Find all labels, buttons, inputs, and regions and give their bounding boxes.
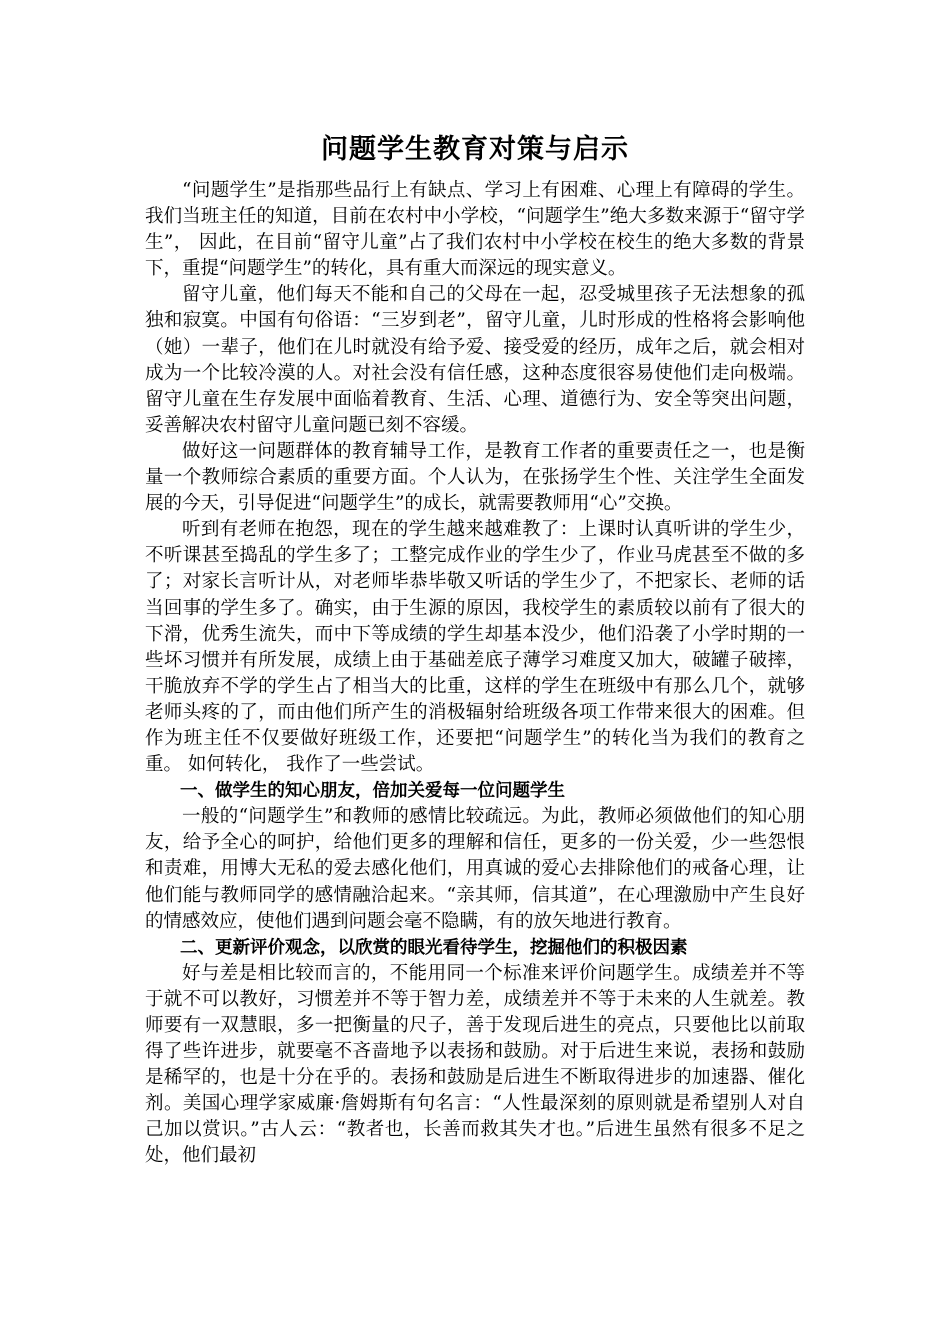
- left-behind-children-paragraph: 留守儿童，他们每天不能和自己的父母在一起，忍受城里孩子无法想象的孤独和寂寞。中国有句俗语：“三岁到老”，留守儿童，儿时形成的性格将会影响他（她）一辈子，他们在儿时就没有给予爱、接受爱的经历，成年之后，就会相对成为一个比较冷漠的人。对社会没有信任感，这种态度很容易使他们走向极端。留守儿童在生存发展中面临着教育、生活、心理、道德行为、安全等突出问题，妥善解决农村留守儿童问题已刻不容缓。: [145, 284, 805, 436]
- teacher-responsibility-paragraph: 做好这一问题群体的教育辅导工作，是教育工作者的重要责任之一，也是衡量一个教师综合素质的重要方面。个人认为，在张扬学生个性、关注学生全面发展的今天，引导促进“问题学生”的成长，就需要教师用“心”交换。: [145, 440, 805, 515]
- section-heading-1: 一、做学生的知心朋友，倍加关爱每一位问题学生: [180, 781, 565, 802]
- section-2-paragraph: 好与差是相比较而言的，不能用同一个标准来评价问题学生。成绩差并不等于就不可以教好，习惯差并不等于智力差，成绩差并不等于未来的人生就差。教师要有一双慧眼，多一把衡量的尺子，善于发现后进生的亮点，只要他比以前取得了些许进步，就要毫不吝啬地予以表扬和鼓励。对于后进生来说，表扬和鼓励是稀罕的，也是十分在乎的。表扬和鼓励是后进生不断取得进步的加速器、催化剂。美国心理学家威廉·詹姆斯有句名言：“人性最深刻的原则就是希望别人对自己加以赏识。”古人云：“教者也，长善而救其失才也。”后进生虽然有很多不足之处，他们最初: [145, 962, 805, 1167]
- document-title: 问题学生教育对策与启示: [321, 134, 629, 165]
- section-heading-2: 二、更新评价观念，以欣赏的眼光看待学生，挖掘他们的积极因素: [180, 937, 688, 958]
- teacher-complaints-paragraph: 听到有老师在抱怨，现在的学生越来越难教了：上课时认真听讲的学生少，不听课甚至捣乱的学生多了；工整完成作业的学生少了，作业马虎甚至不做的多了；对家长言听计从，对老师毕恭毕敬又听话的学生少了，不把家长、老师的话当回事的学生多了。确实，由于生源的原因，我校学生的素质较以前有了很大的下滑，优秀生流失，而中下等成绩的学生却基本没少，他们沿袭了小学时期的一些坏习惯并有所发展，成绩上由于基础差底子薄学习难度又加大，破罐子破摔，干脆放弃不学的学生占了相当大的比重，这样的学生在班级中有那么几个，就够老师头疼的了，而由他们所产生的消极辐射给班级各项工作带来很大的困难。但作为班主任不仅要做好班级工作，还要把“问题学生”的转化当为我们的教育之重。 如何转化， 我作了一些尝试。: [145, 519, 805, 776]
- section-1-paragraph: 一般的“问题学生”和教师的感情比较疏远。为此，教师必须做他们的知心朋友，给予全心的呵护，给他们更多的理解和信任，更多的一份关爱，少一些怨恨和责难，用博大无私的爱去感化他们，用真诚的爱心去排除他们的戒备心理，让他们能与教师同学的感情融洽起来。“亲其师，信其道”，在心理激励中产生良好的情感效应，使他们遇到问题会毫不隐瞒，有的放矢地进行教育。: [145, 806, 805, 932]
- intro-paragraph: “问题学生”是指那些品行上有缺点、学习上有困难、心理上有障碍的学生。我们当班主任的知道，目前在农村中小学校，“问题学生”绝大多数来源于“留守学生”， 因此，在目前“留守儿童”占了我们农村中小学校在校生的绝大多数的背景下，重提“问题学生”的转化，具有重大而深远的现实意义。: [145, 180, 805, 280]
- document-page: [145, 128, 805, 1170]
